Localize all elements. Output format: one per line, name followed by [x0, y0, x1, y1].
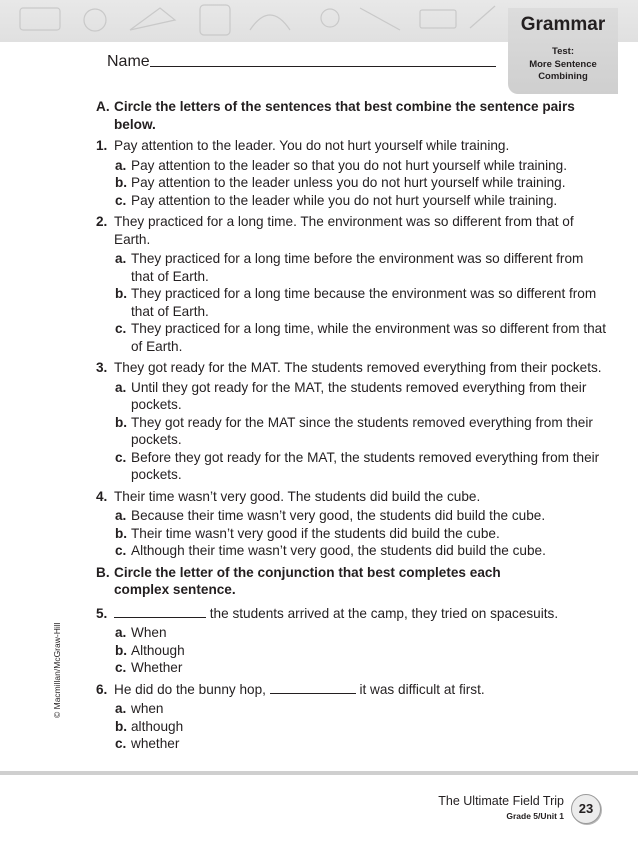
tab-subtitle — [508, 46, 618, 84]
question-3 — [96, 359, 606, 484]
option-text: They got ready for the MAT since the students removed everything from their pockets. — [131, 414, 593, 447]
answer-option[interactable] — [115, 700, 606, 718]
answer-option[interactable] — [115, 542, 606, 560]
option-letter[interactable]: c. — [115, 736, 127, 751]
option-letter[interactable]: b. — [115, 525, 128, 541]
worksheet-content — [96, 98, 606, 753]
section-b-text-2: complex sentence. — [114, 582, 236, 597]
answer-option[interactable] — [115, 192, 606, 210]
option-text: They practiced for a long time, while the environment was so different from that of Earth. — [131, 321, 607, 354]
page-number: 23 — [571, 794, 601, 824]
option-text: Pay attention to the leader while you do not hurt yourself while training. — [131, 192, 558, 208]
tab-title: Grammar — [520, 14, 606, 35]
option-letter[interactable]: b. — [115, 414, 128, 430]
option-text: whether — [131, 736, 180, 751]
answer-blank[interactable] — [114, 605, 206, 618]
question-1 — [96, 137, 606, 209]
question-text: Pay attention to the leader. You do not hurt yourself while training. — [114, 138, 510, 153]
answer-option[interactable] — [115, 379, 606, 414]
option-letter[interactable]: c. — [115, 321, 127, 336]
option-text: Their time wasn’t very good if the students did build the cube. — [131, 525, 500, 541]
answer-option[interactable] — [115, 624, 606, 642]
option-letter[interactable]: a. — [115, 251, 127, 266]
option-letter[interactable]: c. — [115, 660, 127, 675]
question-5 — [96, 605, 606, 677]
copyright-notice: © Macmillan/McGraw-Hill — [52, 622, 62, 718]
option-letter[interactable]: b. — [115, 286, 128, 301]
option-letter[interactable]: c. — [115, 449, 127, 465]
question-6 — [96, 681, 606, 753]
answer-option[interactable] — [115, 507, 606, 525]
option-text: Although — [131, 642, 185, 658]
answer-option[interactable] — [115, 735, 606, 753]
tab-line: More Sentence — [529, 58, 597, 70]
option-letter[interactable]: a. — [115, 508, 127, 523]
question-2 — [96, 213, 606, 355]
name-field[interactable] — [150, 66, 496, 67]
question-number: 6. — [96, 681, 108, 697]
question-4 — [96, 488, 606, 560]
question-text-before: He did do the bunny hop, — [114, 681, 270, 697]
question-number: 2. — [96, 214, 108, 229]
question-text: it was difficult at first. — [355, 681, 485, 697]
option-letter[interactable]: b. — [115, 642, 128, 658]
option-letter[interactable]: a. — [115, 701, 127, 716]
option-text: Whether — [131, 660, 183, 675]
question-number: 1. — [96, 138, 108, 153]
option-text: Although their time wasn’t very good, the students did build the cube. — [131, 543, 546, 558]
section-letter: A. — [96, 99, 110, 114]
name-label: Name — [107, 53, 150, 70]
option-letter[interactable]: b. — [115, 718, 128, 734]
answer-option[interactable] — [115, 320, 606, 355]
answer-option[interactable] — [115, 642, 606, 660]
footer-divider — [0, 771, 638, 775]
question-text: Their time wasn’t very good. The students did build the cube. — [114, 488, 481, 504]
option-text: although — [131, 718, 184, 734]
answer-option[interactable] — [115, 174, 606, 192]
tab-line: Test: — [552, 46, 574, 57]
answer-blank[interactable] — [270, 681, 356, 694]
answer-option[interactable] — [115, 525, 606, 543]
answer-option[interactable] — [115, 659, 606, 677]
option-letter[interactable]: a. — [115, 379, 127, 395]
option-text: When — [131, 625, 167, 640]
question-number: 5. — [96, 605, 108, 621]
option-text: Before they got ready for the MAT, the students removed everything from their pockets. — [131, 449, 600, 482]
option-text: Pay attention to the leader so that you do not hurt yourself while training. — [131, 157, 568, 173]
answer-option[interactable] — [115, 285, 606, 320]
section-b-text-1: Circle the letter of the conjunction that best completes each — [114, 564, 501, 580]
section-b-heading — [96, 564, 606, 599]
option-text: when — [131, 701, 164, 716]
tab-line: Combining — [538, 71, 588, 82]
option-letter[interactable]: a. — [115, 157, 127, 173]
answer-option[interactable] — [115, 449, 606, 484]
section-a-text: Circle the letters of the sentences that best combine the sentence pairs below. — [114, 99, 575, 132]
option-letter[interactable]: b. — [115, 175, 128, 190]
answer-option[interactable] — [115, 718, 606, 736]
footer-grade: Grade 5/Unit 1 — [506, 811, 564, 821]
answer-option[interactable] — [115, 250, 606, 285]
option-text: Pay attention to the leader unless you do not hurt yourself while training. — [131, 175, 566, 190]
option-text: Because their time wasn’t very good, the students did build the cube. — [131, 508, 546, 523]
question-text: They got ready for the MAT. The students removed everything from their pockets. — [114, 360, 602, 375]
option-letter[interactable]: a. — [115, 625, 127, 640]
section-a-heading — [96, 98, 606, 133]
question-number: 4. — [96, 488, 108, 504]
question-text: They practiced for a long time. The environment was so different from that of Earth. — [114, 214, 574, 247]
option-text: Until they got ready for the MAT, the students removed everything from their pockets. — [131, 379, 587, 412]
question-number: 3. — [96, 360, 108, 375]
option-text: They practiced for a long time because the environment was so different from that of Earth. — [131, 286, 597, 319]
question-text: the students arrived at the camp, they tried on spacesuits. — [206, 605, 559, 621]
answer-option[interactable] — [115, 157, 606, 175]
answer-option[interactable] — [115, 414, 606, 449]
option-letter[interactable]: c. — [115, 543, 127, 558]
option-letter[interactable]: c. — [115, 192, 127, 208]
footer-title: The Ultimate Field Trip — [438, 794, 564, 808]
section-letter: B. — [96, 564, 110, 580]
option-text: They practiced for a long time before the environment was so different from that of Earth. — [131, 251, 584, 284]
